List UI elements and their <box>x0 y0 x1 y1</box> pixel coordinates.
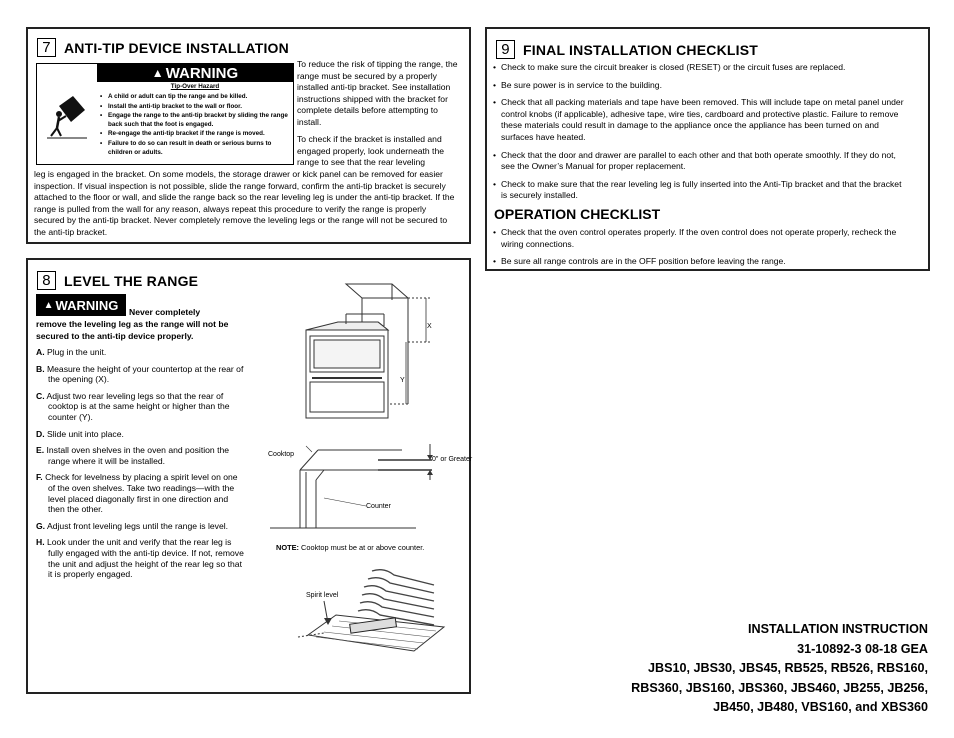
warning-triangle-icon: ▲ <box>43 299 54 311</box>
range-opening-figure <box>298 272 448 432</box>
checklist-item: • Be sure power is in service to the building. <box>493 80 907 92</box>
footer-title: INSTALLATION INSTRUCTION <box>747 622 928 636</box>
cooktop-note: NOTE: Cooktop must be at or above counter. <box>276 543 425 552</box>
checklist-item: • Be sure all range controls are in the OFF position before leaving the range. <box>493 256 907 268</box>
anti-tip-intro: To reduce the risk of tipping the range, the range must be secured by a properly installed anti-tip bracket. See installation instructions shipped with the bracket for complete details before attempting to install. <box>297 59 458 127</box>
step-a: A. Plug in the unit. <box>36 347 107 357</box>
checklist-item: • Check that the door and drawer are parallel to each other and that both operate smoothly. If they do not, see the Owner’s Manual for proper replacement. <box>493 150 907 173</box>
gap-label: 0" or Greater <box>432 456 473 463</box>
step-g: G. Adjust front leveling legs until the range is level. <box>36 520 229 531</box>
footer-models: RBS360, JBS160, JBS360, JBS460, JB255, JB256, <box>631 680 928 695</box>
footer-part-number: 31-10892-3 08-18 GEA <box>797 641 928 656</box>
step-d: D. Slide unit into place. <box>36 428 124 439</box>
checklist-item: • Check to make sure that the rear leveling leg is fully inserted into the Anti-Tip bracket and that the bracket is securely installed. <box>493 179 907 202</box>
level-warning-lead: Never completely <box>129 307 201 317</box>
section-number: 7 <box>37 38 56 57</box>
warning-item: • A child or adult can tip the range and be killed. <box>99 93 291 102</box>
section-8-heading <box>37 271 198 290</box>
warning-badge: ▲ WARNING <box>36 294 126 316</box>
section-9-heading <box>496 40 758 59</box>
warning-item: • Engage the range to the anti-tip bracket by sliding the range back such that the foot is engaged. <box>99 112 291 129</box>
section-title: LEVEL THE RANGE <box>64 272 199 289</box>
operation-checklist <box>493 227 907 274</box>
checklist-item: • Check that all packing materials and tape have been removed. This will include tape on metal panel under control knobs (if applicable), adhesive tape, wire ties, cardboard and protective plastic. Failure to remove these materials could result in damage to the appliance once the appliance has been turned on and surfaces have heated. <box>493 97 907 143</box>
anti-tip-body: leg is engaged in the bracket. On some models, the storage drawer or kick panel can be removed for easier inspection. If visual inspection is not possible, slide the range forward, confirm the anti-tip bracket is securely attached to the floor or wall, and slide the range back so the rear leveling leg is under the anti-tip bracket. If the range is pulled from the wall for any reason, always repeat this procedure to verify the range is properly secured by the anti-tip bracket. Never completely remove the leveling legs or the range will not be secured to the anti-tip bracket. <box>34 169 455 237</box>
leveling-steps <box>36 347 244 586</box>
document-footer <box>631 620 928 718</box>
checklist-item: • Check to make sure the circuit breaker is closed (RESET) or the circuit fuses are replaced. <box>493 62 907 74</box>
warning-item: • Re-engage the anti-tip bracket if the range is moved. <box>99 130 291 139</box>
anti-tip-check: To check if the bracket is installed and engaged properly, look underneath the range to see that the rear leveling <box>297 134 444 168</box>
step-e: E. Install oven shelves in the oven and position the range where it will be installed. <box>36 445 230 466</box>
section-7-heading <box>37 38 289 57</box>
counter-label: Counter <box>366 503 391 510</box>
section-title: ANTI-TIP DEVICE INSTALLATION <box>64 39 289 56</box>
checklist-item: • Check that the oven control operates properly. If the oven control does not operate properly, recheck the wiring connections. <box>493 227 907 250</box>
dimension-y-label: Y <box>400 377 405 384</box>
cooktop-label: Cooktop <box>268 451 295 458</box>
step-c: C. Adjust two rear leveling legs so that the rear of cooktop is at the same height or higher than the counter (Y). <box>36 390 230 422</box>
section-level-range <box>26 258 471 694</box>
dimension-x-label: X <box>427 323 432 330</box>
warning-badge: ▲ WARNING <box>97 64 293 82</box>
step-b: B. Measure the height of your countertop at the rear of the opening (X). <box>36 363 244 385</box>
tip-over-warning <box>36 63 294 165</box>
warning-item: • Failure to do so can result in death or serious burns to children or adults. <box>99 140 291 157</box>
section-anti-tip <box>26 27 471 244</box>
step-h: H. Look under the unit and verify that the rear leg is fully engaged with the anti-tip device. If not, remove the unit and adjust the height of the rear leg so that it is properly engaged. <box>36 537 244 580</box>
spirit-level-label: Spirit level <box>306 592 339 599</box>
operation-checklist-title: OPERATION CHECKLIST <box>494 206 661 222</box>
section-title: FINAL INSTALLATION CHECKLIST <box>523 41 759 58</box>
footer-models: JBS10, JBS30, JBS45, RB525, RB526, RBS160, <box>647 661 928 676</box>
tip-over-pictogram <box>37 64 97 164</box>
section-final-checklist <box>485 27 930 271</box>
level-warning-text: remove the leveling leg as the range will not be secured to the anti-tip device properly. <box>36 319 229 341</box>
hazard-title: Tip-Over Hazard <box>170 83 220 90</box>
section-number: 9 <box>496 40 515 59</box>
section-number: 8 <box>37 271 56 290</box>
footer-models: JB450, JB480, VBS160, and XBS360 <box>713 700 928 715</box>
spirit-level-figure <box>294 565 444 655</box>
warning-list <box>99 93 291 158</box>
final-checklist <box>493 62 907 208</box>
warning-triangle-icon: ▲ <box>151 66 164 80</box>
cooktop-counter-figure <box>266 432 473 542</box>
step-f: F. Check for levelness by placing a spirit level on one of the oven shelves. Take two readings—with the level placed diagonally first in one direction and then the other. <box>36 472 238 515</box>
warning-item: • Install the anti-tip bracket to the wall or floor. <box>99 103 291 112</box>
